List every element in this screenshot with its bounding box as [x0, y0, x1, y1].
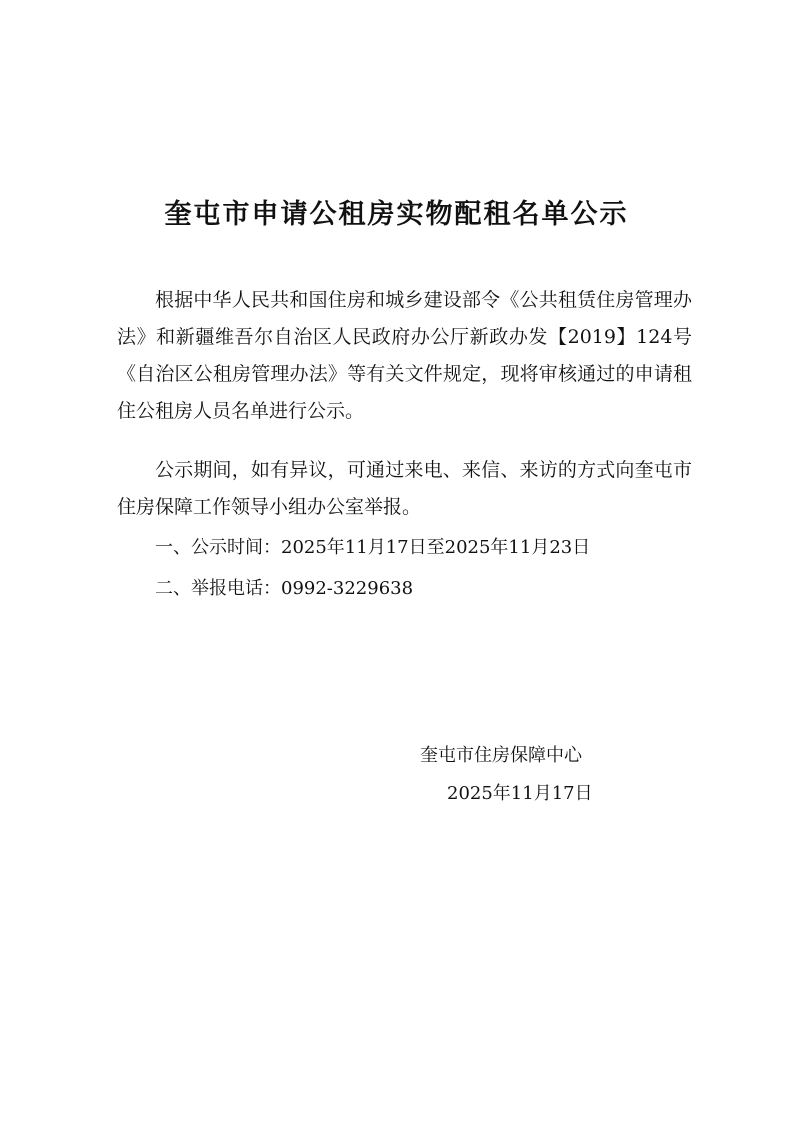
document-title: 奎屯市申请公租房实物配租名单公示 — [164, 199, 629, 230]
signature-organization: 奎屯市住房保障中心 — [420, 745, 582, 766]
item-report-phone: 二、举报电话：0992-3229638 — [155, 578, 414, 599]
item-publicity-period: 一、公示时间：2025年11月17日至2025年11月23日 — [155, 537, 591, 558]
body-paragraph-regulations: 根据中华人民共和国住房和城乡建设部令《公共租赁住房管理办法》和新疆维吾尔自治区人民政府办公厅新政办发【2019】124号《自治区公租房管理办法》等有关文件规定，现将审核通过的申请租住公租房人员名单进行公示。 — [117, 289, 692, 422]
signature-date: 2025年11月17日 — [447, 783, 593, 804]
body-paragraph-objection: 公示期间，如有异议，可通过来电、来信、来访的方式向奎屯市住房保障工作领导小组办公室举报。 — [117, 459, 692, 518]
